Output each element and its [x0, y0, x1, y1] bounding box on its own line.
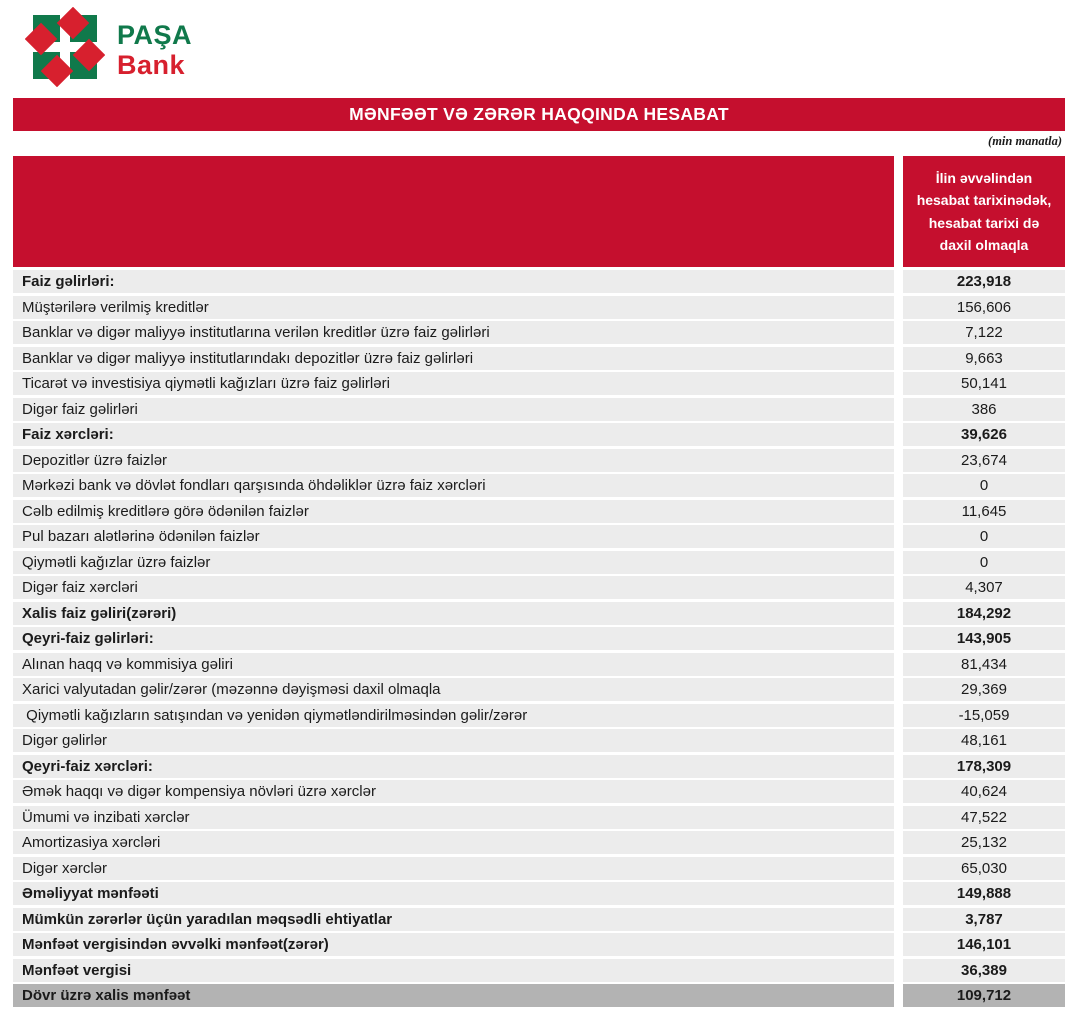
row-label: Mənfəət vergisi — [13, 959, 894, 982]
row-value: 11,645 — [903, 500, 1065, 523]
row-value: 23,674 — [903, 449, 1065, 472]
table-row — [13, 653, 1065, 676]
table-row — [13, 423, 1065, 446]
table-row — [13, 857, 1065, 880]
row-label: Digər faiz xərcləri — [13, 576, 894, 599]
table-row — [13, 831, 1065, 854]
row-value: 146,101 — [903, 933, 1065, 956]
pasha-bank-logo-icon — [25, 7, 105, 92]
row-label: Digər gəlirlər — [13, 729, 894, 752]
row-label: Faiz gəlirləri: — [13, 270, 894, 293]
table-row — [13, 678, 1065, 701]
row-label: Xarici valyutadan gəlir/zərər (məzənnə dəyişməsi daxil olmaqla — [13, 678, 894, 701]
table-row — [13, 908, 1065, 931]
table-row — [13, 398, 1065, 421]
table-rows — [13, 270, 1065, 1007]
table-row — [13, 449, 1065, 472]
row-label: Əmək haqqı və digər kompensiya növləri üzrə xərclər — [13, 780, 894, 803]
row-value: 3,787 — [903, 908, 1065, 931]
label-column-header — [13, 156, 894, 267]
table-row — [13, 959, 1065, 982]
value-column-header: İlin əvvəlindən hesabat tarixinədək, hesabat tarixi də daxil olmaqla — [903, 156, 1065, 267]
row-value: 0 — [903, 474, 1065, 497]
row-label: Ümumi və inzibati xərclər — [13, 806, 894, 829]
row-value: -15,059 — [903, 704, 1065, 727]
row-value: 156,606 — [903, 296, 1065, 319]
table-row — [13, 806, 1065, 829]
table-row — [13, 321, 1065, 344]
row-value: 48,161 — [903, 729, 1065, 752]
row-label: Xalis faiz gəliri(zərəri) — [13, 602, 894, 625]
row-label: Digər xərclər — [13, 857, 894, 880]
row-label: Cəlb edilmiş kreditlərə görə ödənilən faizlər — [13, 500, 894, 523]
logo-wordmark-bank: Bank — [117, 49, 186, 80]
row-label: Qeyri-faiz gəlirləri: — [13, 627, 894, 650]
row-value: 109,712 — [903, 984, 1065, 1007]
table-row — [13, 525, 1065, 548]
row-label: Mərkəzi bank və dövlət fondları qarşısında öhdəliklər üzrə faiz xərcləri — [13, 474, 894, 497]
row-value: 36,389 — [903, 959, 1065, 982]
table-row — [13, 602, 1065, 625]
table-row — [13, 729, 1065, 752]
row-value: 4,307 — [903, 576, 1065, 599]
page-title: MƏNFƏƏT VƏ ZƏRƏR HAQQINDA HESABAT — [349, 104, 729, 124]
row-value: 50,141 — [903, 372, 1065, 395]
row-value: 9,663 — [903, 347, 1065, 370]
table-row — [13, 270, 1065, 293]
row-value: 47,522 — [903, 806, 1065, 829]
row-label: Faiz xərcləri: — [13, 423, 894, 446]
row-value: 25,132 — [903, 831, 1065, 854]
row-label: Qeyri-faiz xərcləri: — [13, 755, 894, 778]
row-value: 178,309 — [903, 755, 1065, 778]
row-label: Amortizasiya xərcləri — [13, 831, 894, 854]
table-row — [13, 500, 1065, 523]
row-label: Alınan haqq və kommisiya gəliri — [13, 653, 894, 676]
table-row — [13, 882, 1065, 905]
row-value: 39,626 — [903, 423, 1065, 446]
table-row — [13, 984, 1065, 1007]
table-row — [13, 551, 1065, 574]
logo-wordmark-pasha: PAŞA — [117, 19, 193, 50]
logo-wordmark — [117, 20, 192, 80]
row-label: Mümkün zərərlər üçün yaradılan məqsədli ehtiyatlar — [13, 908, 894, 931]
table-row — [13, 704, 1065, 727]
table-row — [13, 372, 1065, 395]
row-label: Digər faiz gəlirləri — [13, 398, 894, 421]
row-value: 81,434 — [903, 653, 1065, 676]
row-value: 7,122 — [903, 321, 1065, 344]
title-bar — [13, 98, 1065, 131]
row-value: 65,030 — [903, 857, 1065, 880]
row-value: 40,624 — [903, 780, 1065, 803]
row-label: Dövr üzrə xalis mənfəət — [13, 984, 894, 1007]
row-label: Banklar və digər maliyyə institutlarındakı depozitlər üzrə faiz gəlirləri — [13, 347, 894, 370]
row-value: 149,888 — [903, 882, 1065, 905]
table-row — [13, 296, 1065, 319]
logo — [25, 7, 192, 92]
table-row — [13, 347, 1065, 370]
row-value: 223,918 — [903, 270, 1065, 293]
table-row — [13, 627, 1065, 650]
table-row — [13, 755, 1065, 778]
row-value: 0 — [903, 525, 1065, 548]
table-row — [13, 933, 1065, 956]
row-value: 184,292 — [903, 602, 1065, 625]
row-label: Əməliyyat mənfəəti — [13, 882, 894, 905]
row-value: 0 — [903, 551, 1065, 574]
row-label: Qiymətli kağızlar üzrə faizlər — [13, 551, 894, 574]
table-row — [13, 474, 1065, 497]
row-label: Ticarət və investisiya qiymətli kağızları üzrə faiz gəlirləri — [13, 372, 894, 395]
row-value: 386 — [903, 398, 1065, 421]
report-table — [13, 156, 1065, 1007]
row-label: Mənfəət vergisindən əvvəlki mənfəət(zərər) — [13, 933, 894, 956]
row-value: 143,905 — [903, 627, 1065, 650]
table-row — [13, 780, 1065, 803]
unit-note: (min manatla) — [988, 134, 1062, 148]
row-value: 29,369 — [903, 678, 1065, 701]
row-label: Banklar və digər maliyyə institutlarına verilən kreditlər üzrə faiz gəlirləri — [13, 321, 894, 344]
row-label: Qiymətli kağızların satışından və yenidən qiymətləndirilməsindən gəlir/zərər — [13, 704, 894, 727]
row-label: Müştərilərə verilmiş kreditlər — [13, 296, 894, 319]
row-label: Pul bazarı alətlərinə ödənilən faizlər — [13, 525, 894, 548]
table-row — [13, 576, 1065, 599]
table-header-row — [13, 156, 1065, 267]
row-label: Depozitlər üzrə faizlər — [13, 449, 894, 472]
